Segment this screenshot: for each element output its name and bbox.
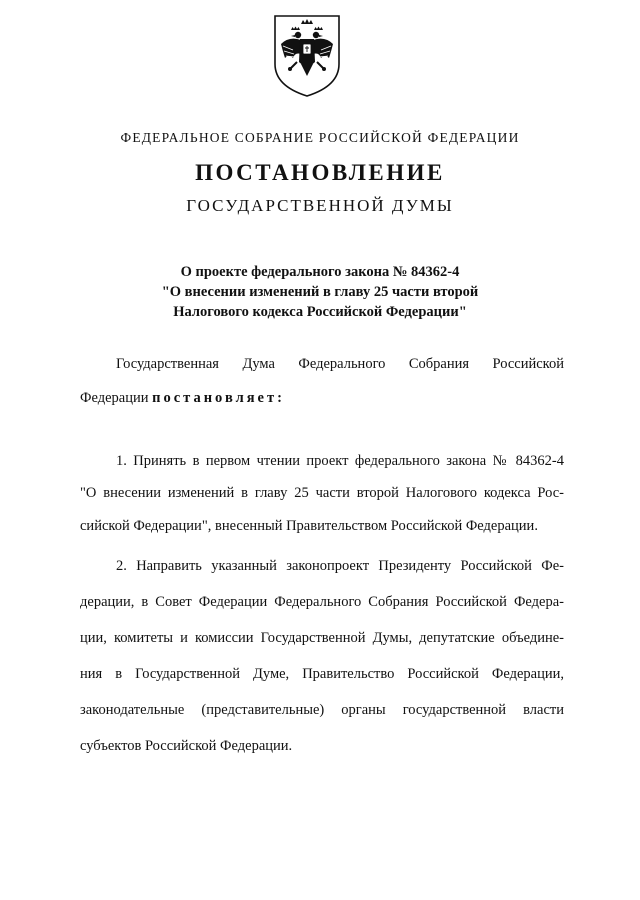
paragraph-line: ции, комитеты и комиссии Государственной Думы, депутатские объедине- bbox=[80, 630, 564, 646]
paragraph-line: законодательные (представительные) органы государственной власти bbox=[80, 702, 564, 718]
subject-line: "О внесении изменений в главу 25 части второй bbox=[161, 284, 479, 300]
document-type: ПОСТАНОВЛЕНИЕ bbox=[195, 160, 445, 185]
issuer-name: ГОСУДАРСТВЕННОЙ ДУМЫ bbox=[186, 196, 454, 215]
coat-of-arms-emblem bbox=[271, 14, 343, 98]
organization-name: ФЕДЕРАЛЬНОЕ СОБРАНИЕ РОССИЙСКОЙ ФЕДЕРАЦИИ bbox=[120, 130, 520, 145]
decree-word: постановляет: bbox=[152, 390, 285, 406]
subject-line: Налогового кодекса Российской Федерации" bbox=[173, 304, 467, 320]
paragraph-line: дерации, в Совет Федерации Федерального Собрания Российской Федера- bbox=[80, 594, 564, 610]
preamble-line: Государственная Дума Федерального Собрания Российской bbox=[116, 356, 564, 372]
preamble-line: Федерации постановляет: bbox=[80, 390, 285, 406]
paragraph-line: ния в Государственной Думе, Правительство Российской Федерации, bbox=[80, 666, 564, 682]
russian-coat-of-arms-icon bbox=[271, 14, 343, 98]
paragraph-line: субъектов Российской Федерации. bbox=[80, 738, 293, 754]
paragraph-line: "О внесении изменений в главу 25 части второй Налогового кодекса Рос- bbox=[80, 485, 564, 501]
paragraph-line: 2. Направить указанный законопроект Президенту Российской Фе- bbox=[116, 558, 564, 574]
paragraph-line: 1. Принять в первом чтении проект федерального закона № 84362-4 bbox=[116, 453, 564, 469]
document-subject bbox=[0, 262, 640, 322]
paragraph-line: сийской Федерации", внесенный Правительством Российской Федерации. bbox=[80, 518, 538, 534]
subject-line: О проекте федерального закона № 84362-4 bbox=[180, 264, 460, 280]
